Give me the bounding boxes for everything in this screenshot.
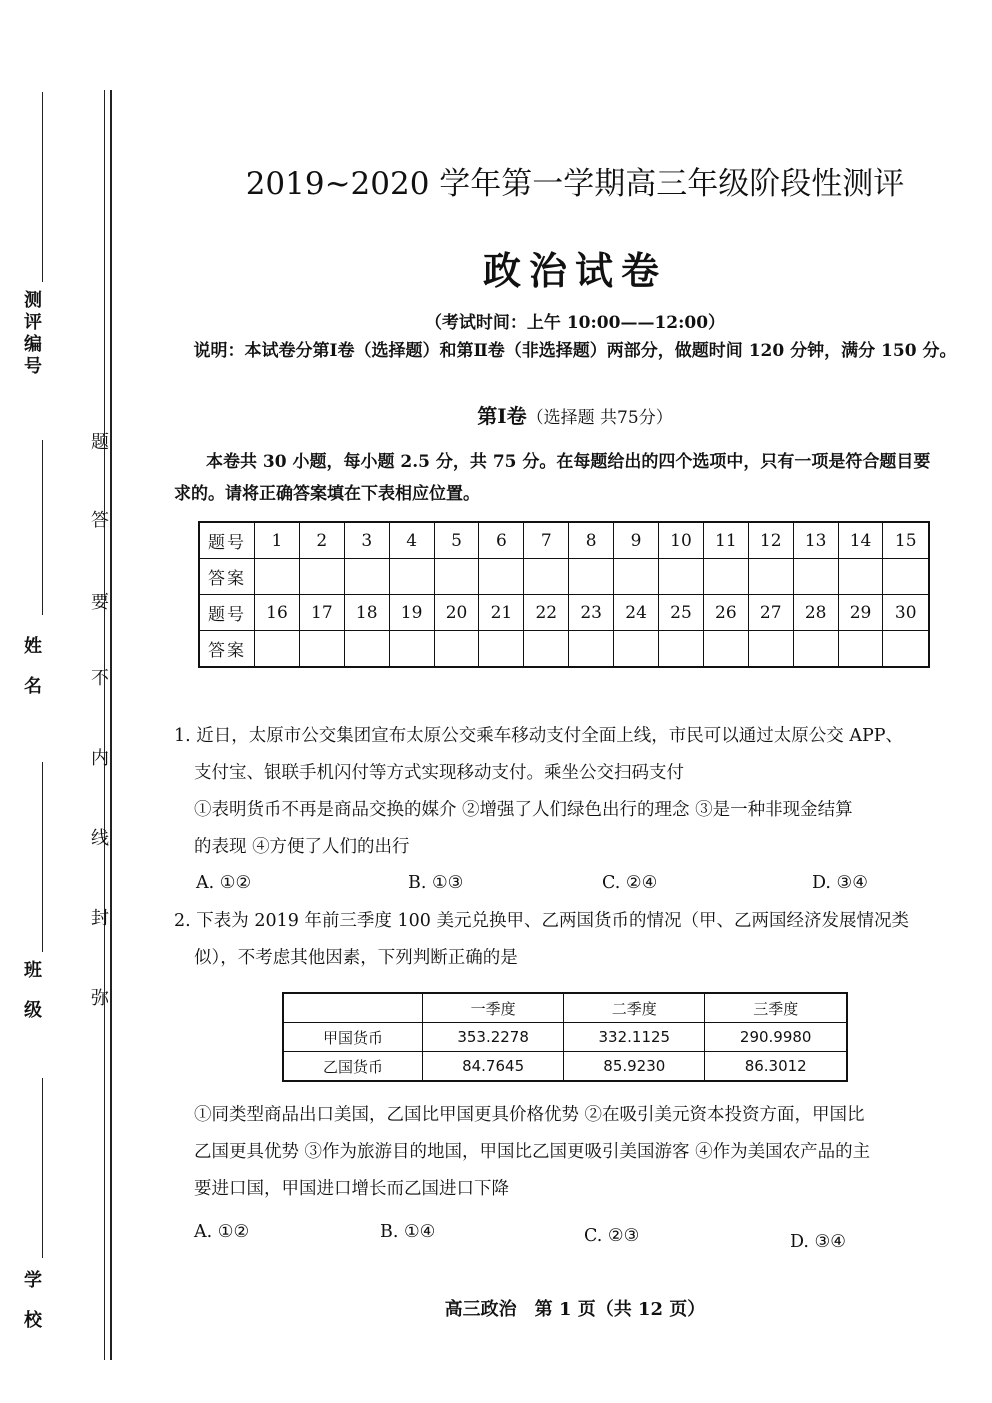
seal-char-xian: 线 xyxy=(88,828,109,846)
question-number: 5 xyxy=(434,522,479,559)
answer-cell[interactable] xyxy=(255,559,300,595)
answer-cell[interactable] xyxy=(703,559,748,595)
question-number: 2 xyxy=(299,522,344,559)
question-number: 24 xyxy=(614,595,659,631)
field-line-id xyxy=(42,92,43,282)
question-number: 25 xyxy=(659,595,704,631)
exam-time: （考试时间：上午 10:00——12:00） xyxy=(424,313,726,333)
answer-cell[interactable] xyxy=(838,631,883,668)
question-number: 10 xyxy=(659,522,704,559)
rate-value: 86.3012 xyxy=(705,1052,847,1082)
question-1-option-c[interactable]: C. ②④ xyxy=(602,873,658,893)
question-2-statements-line3: 要进口国，甲国进口增长而乙国进口下降 xyxy=(194,1179,509,1199)
answer-cell[interactable] xyxy=(389,631,434,668)
field-label-name: 姓 名 xyxy=(21,636,42,696)
question-number: 13 xyxy=(793,522,838,559)
question-1-stem-line2: 支付宝、银联手机闪付等方式实现移动支付。乘坐公交扫码支付 xyxy=(194,763,684,783)
question-1-option-d[interactable]: D. ③④ xyxy=(812,873,868,893)
question-1-option-a[interactable]: A. ①② xyxy=(196,873,252,893)
section-subtitle: （选择题 共75分） xyxy=(526,408,673,428)
question-number: 3 xyxy=(344,522,389,559)
answer-cell[interactable] xyxy=(748,559,793,595)
answer-table-answer-row-1 xyxy=(199,559,929,595)
answer-cell[interactable] xyxy=(883,631,929,668)
answer-cell[interactable] xyxy=(793,559,838,595)
question-number: 4 xyxy=(389,522,434,559)
number-label: 题号 xyxy=(199,522,255,559)
question-1-statements-line1: ①表明货币不再是商品交换的媒介 ②增强了人们绿色出行的理念 ③是一种非现金结算 xyxy=(194,800,853,820)
question-2-option-c[interactable]: C. ②③ xyxy=(584,1226,640,1246)
answer-cell[interactable] xyxy=(524,559,569,595)
seal-char-mi: 弥 xyxy=(88,988,109,1006)
question-number: 26 xyxy=(703,595,748,631)
answer-cell[interactable] xyxy=(659,559,704,595)
answer-cell[interactable] xyxy=(434,559,479,595)
field-line-class xyxy=(42,762,43,952)
seal-char-bu: 不 xyxy=(88,668,109,686)
question-number: 9 xyxy=(614,522,659,559)
question-2-statements-line2: 乙国更具优势 ③作为旅游目的地国，甲国比乙国更吸引美国游客 ④作为美国农产品的主 xyxy=(194,1142,871,1162)
seal-char-ti: 题 xyxy=(88,432,109,450)
answer-cell[interactable] xyxy=(569,631,614,668)
answer-cell[interactable] xyxy=(344,631,389,668)
exam-title: 2019~2020 学年第一学期高三年级阶段性测评 xyxy=(245,166,905,202)
section-title xyxy=(160,400,990,429)
section-intro: 本卷共 30 小题，每小题 2.5 分，共 75 分。在每题给出的四个选项中，只有一项是符合题目要求的。请将正确答案填在下表相应位置。 xyxy=(174,452,931,504)
question-2-stem-line2: 似），不考虑其他因素，下列判断正确的是 xyxy=(194,948,518,968)
rate-value: 332.1125 xyxy=(564,1023,705,1052)
field-label-class: 班 级 xyxy=(21,960,42,1020)
question-1 xyxy=(174,718,949,866)
question-2 xyxy=(174,903,949,977)
question-1-option-b[interactable]: B. ①③ xyxy=(408,873,464,893)
answer-cell[interactable] xyxy=(479,631,524,668)
question-number: 7 xyxy=(524,522,569,559)
answer-table-answer-row-2 xyxy=(199,631,929,668)
rate-row-label: 乙国货币 xyxy=(283,1052,423,1082)
answer-cell[interactable] xyxy=(299,559,344,595)
rate-value: 290.9980 xyxy=(705,1023,847,1052)
seal-char-feng: 封 xyxy=(88,908,109,926)
rate-header-q1: 一季度 xyxy=(423,993,564,1023)
question-number: 15 xyxy=(883,522,929,559)
question-2-option-a[interactable]: A. ①② xyxy=(194,1222,250,1242)
question-number: 19 xyxy=(389,595,434,631)
number-label: 题号 xyxy=(199,595,255,631)
question-number: 1 xyxy=(255,522,300,559)
question-2-option-d[interactable]: D. ③④ xyxy=(790,1232,846,1252)
question-number: 28 xyxy=(793,595,838,631)
field-line-name xyxy=(42,440,43,615)
rate-row xyxy=(283,1052,847,1082)
seal-char-yao: 要 xyxy=(88,592,109,610)
seal-char-nei: 内 xyxy=(88,748,109,766)
field-label-id: 测评编号 xyxy=(21,290,42,378)
question-2-statements xyxy=(174,1097,949,1208)
exchange-rate-table xyxy=(282,992,848,1082)
answer-cell[interactable] xyxy=(389,559,434,595)
question-number: 16 xyxy=(255,595,300,631)
question-1-stem-line1: 1. 近日，太原市公交集团宣布太原公交乘车移动支付全面上线，市民可以通过太原公交 APP、 xyxy=(174,726,904,746)
rate-row-label: 甲国货币 xyxy=(283,1023,423,1052)
question-number: 29 xyxy=(838,595,883,631)
answer-cell[interactable] xyxy=(659,631,704,668)
answer-cell[interactable] xyxy=(255,631,300,668)
question-number: 21 xyxy=(479,595,524,631)
rate-table-header xyxy=(283,993,847,1023)
answer-cell[interactable] xyxy=(838,559,883,595)
answer-cell[interactable] xyxy=(614,559,659,595)
question-number: 6 xyxy=(479,522,524,559)
question-number: 20 xyxy=(434,595,479,631)
section-name: 第Ⅰ卷 xyxy=(477,404,527,428)
question-number: 11 xyxy=(703,522,748,559)
answer-cell[interactable] xyxy=(434,631,479,668)
question-number: 27 xyxy=(748,595,793,631)
answer-table-number-row-2 xyxy=(199,595,929,631)
answer-label: 答案 xyxy=(199,631,255,668)
question-2-stem-line1: 2. 下表为 2019 年前三季度 100 美元兑换甲、乙两国货币的情况（甲、乙两国经济发展情况类 xyxy=(174,911,909,931)
answer-table xyxy=(198,521,930,668)
binding-line-outer xyxy=(104,90,105,1360)
page-footer: 高三政治 第 1 页（共 12 页） xyxy=(444,1299,706,1320)
answer-cell[interactable] xyxy=(479,559,524,595)
question-2-statements-line1: ①同类型商品出口美国，乙国比甲国更具价格优势 ②在吸引美元资本投资方面，甲国比 xyxy=(194,1105,865,1125)
answer-cell[interactable] xyxy=(614,631,659,668)
field-label-school: 学 校 xyxy=(21,1270,42,1330)
answer-cell[interactable] xyxy=(703,631,748,668)
answer-cell[interactable] xyxy=(793,631,838,668)
answer-cell[interactable] xyxy=(883,559,929,595)
question-number: 18 xyxy=(344,595,389,631)
answer-cell[interactable] xyxy=(569,559,614,595)
rate-row xyxy=(283,1023,847,1052)
question-1-statements-line2: 的表现 ④方便了人们的出行 xyxy=(194,837,410,857)
rate-value: 85.9230 xyxy=(564,1052,705,1082)
answer-label: 答案 xyxy=(199,559,255,595)
answer-table-number-row-1 xyxy=(199,522,929,559)
seal-char-da: 答 xyxy=(88,510,109,528)
question-number: 17 xyxy=(299,595,344,631)
answer-cell[interactable] xyxy=(748,631,793,668)
rate-value: 353.2278 xyxy=(423,1023,564,1052)
rate-header-q2: 二季度 xyxy=(564,993,705,1023)
question-2-option-b[interactable]: B. ①④ xyxy=(380,1222,436,1242)
question-number: 12 xyxy=(748,522,793,559)
rate-value: 84.7645 xyxy=(423,1052,564,1082)
binding-line-inner xyxy=(110,90,112,1360)
question-number: 23 xyxy=(569,595,614,631)
answer-cell[interactable] xyxy=(344,559,389,595)
rate-header-q3: 三季度 xyxy=(705,993,847,1023)
question-number: 30 xyxy=(883,595,929,631)
exam-instructions: 说明：本试卷分第Ⅰ卷（选择题）和第Ⅱ卷（非选择题）两部分，做题时间 120 分钟，满分 150 分。 xyxy=(193,341,957,361)
answer-cell[interactable] xyxy=(299,631,344,668)
answer-cell[interactable] xyxy=(524,631,569,668)
field-line-school xyxy=(42,1078,43,1258)
question-number: 14 xyxy=(838,522,883,559)
question-number: 22 xyxy=(524,595,569,631)
exam-subject: 政治试卷 xyxy=(482,248,667,293)
rate-header-blank xyxy=(283,993,423,1023)
question-number: 8 xyxy=(569,522,614,559)
